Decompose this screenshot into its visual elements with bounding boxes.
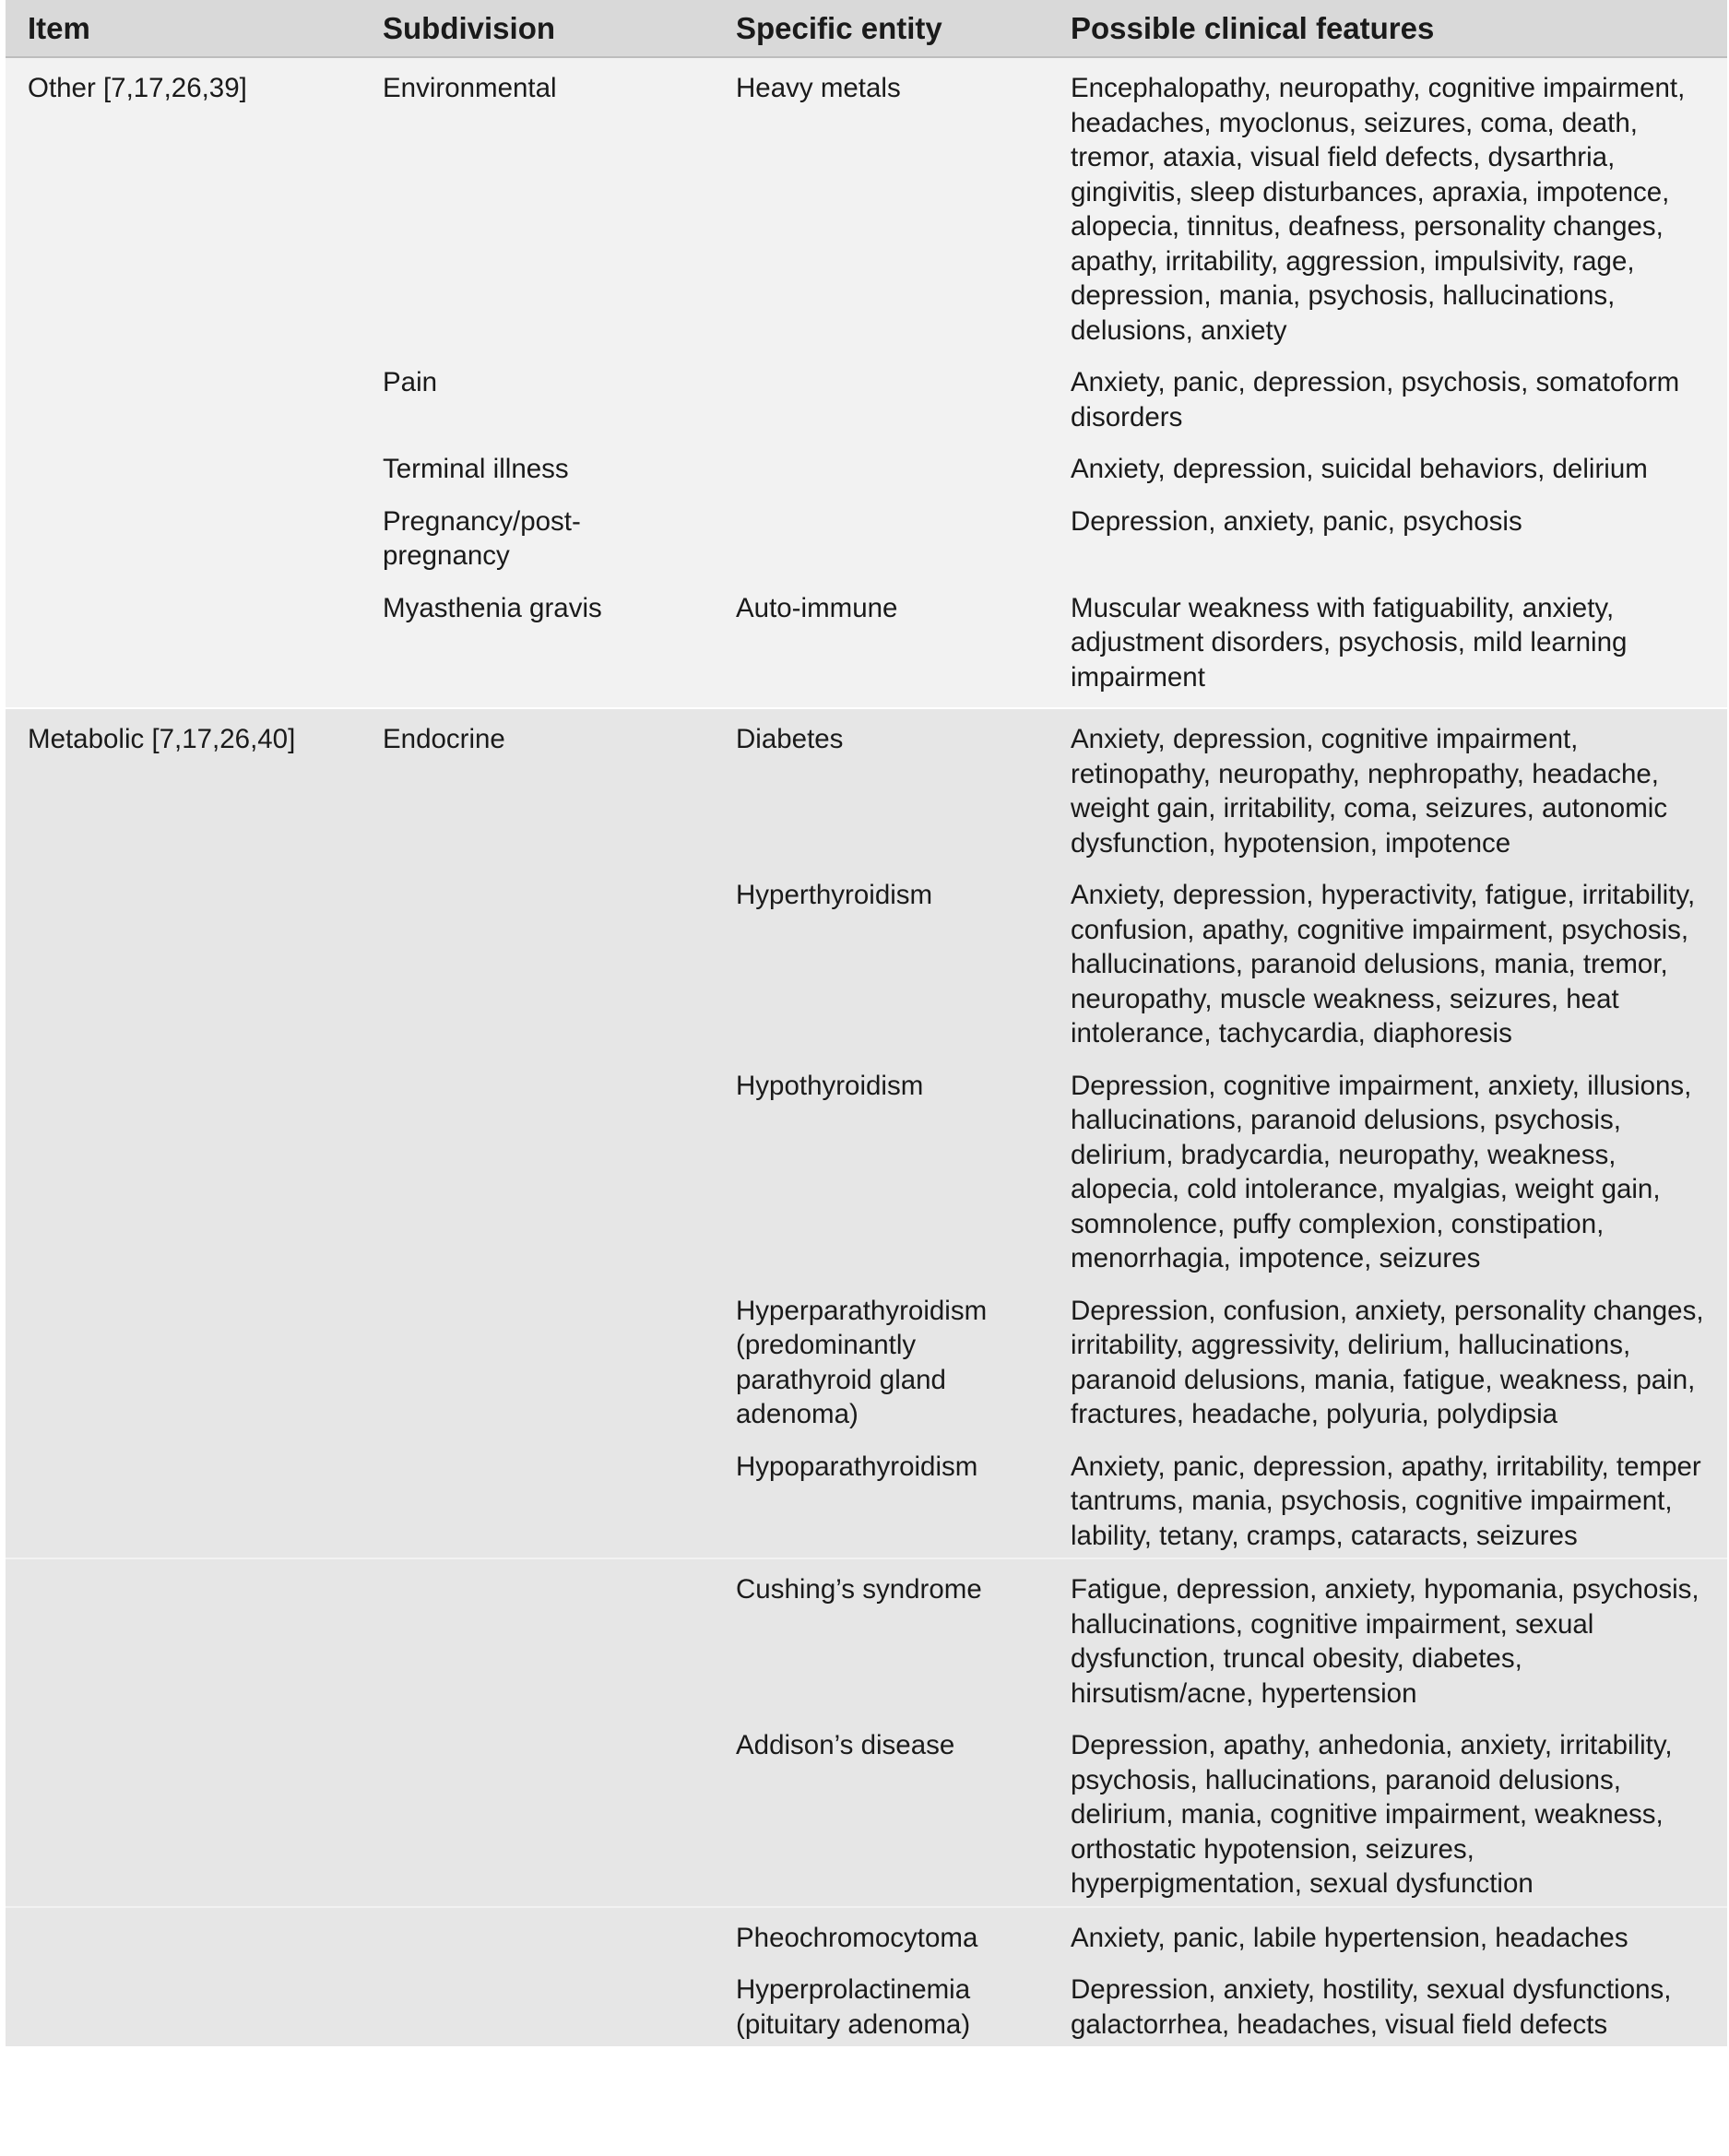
features-cell: Anxiety, panic, labile hypertension, headaches <box>1047 1907 1727 1961</box>
item-cell <box>6 352 359 439</box>
subdivision-cell <box>359 1907 712 1961</box>
item-cell <box>6 1056 359 1281</box>
clinical-features-table-page <box>6 0 1727 2152</box>
subdivision-cell <box>359 1715 712 1907</box>
item-cell <box>6 1437 359 1559</box>
subdivision-cell: Pregnancy/post-pregnancy <box>359 492 712 578</box>
table-row <box>6 1907 1727 1961</box>
features-cell: Anxiety, depression, suicidal behaviors, delirium <box>1047 439 1727 492</box>
header-clinical-features: Possible clinical features <box>1047 0 1727 57</box>
group-other <box>6 57 1727 708</box>
header-specific-entity: Specific entity <box>712 0 1047 57</box>
subdivision-cell: Myasthenia gravis <box>359 578 712 709</box>
clinical-features-table <box>6 0 1727 2046</box>
subdivision-cell: Environmental <box>359 57 712 352</box>
item-cell <box>6 1715 359 1907</box>
features-cell: Depression, anxiety, hostility, sexual dysfunctions, galactorrhea, headaches, visual field defects <box>1047 1960 1727 2046</box>
table-row <box>6 1715 1727 1907</box>
entity-cell: Addison’s disease <box>712 1715 1047 1907</box>
item-cell: Metabolic [7,17,26,40] <box>6 708 359 865</box>
item-cell <box>6 578 359 709</box>
subdivision-cell: Pain <box>359 352 712 439</box>
subdivision-cell <box>359 1281 712 1437</box>
subdivision-cell <box>359 1558 712 1715</box>
subdivision-cell: Endocrine <box>359 708 712 865</box>
entity-cell: Pheochromocytoma <box>712 1907 1047 1961</box>
table-row <box>6 865 1727 1056</box>
table-row <box>6 492 1727 578</box>
entity-cell: Cushing’s syndrome <box>712 1558 1047 1715</box>
item-cell <box>6 492 359 578</box>
table-row <box>6 1437 1727 1559</box>
table-row <box>6 57 1727 352</box>
item-cell <box>6 1960 359 2046</box>
entity-cell: Auto-immune <box>712 578 1047 709</box>
table-row <box>6 352 1727 439</box>
entity-cell: Hyperprolactinemia (pituitary adenoma) <box>712 1960 1047 2046</box>
entity-cell: Hypoparathyroidism <box>712 1437 1047 1559</box>
table-row <box>6 1056 1727 1281</box>
table-row <box>6 1281 1727 1437</box>
table-row <box>6 1960 1727 2046</box>
table-row <box>6 708 1727 865</box>
entity-cell <box>712 352 1047 439</box>
features-cell: Muscular weakness with fatiguability, anxiety, adjustment disorders, psychosis, mild learning impairment <box>1047 578 1727 709</box>
subdivision-cell <box>359 1437 712 1559</box>
item-cell <box>6 439 359 492</box>
item-cell <box>6 1907 359 1961</box>
entity-cell: Hyperthyroidism <box>712 865 1047 1056</box>
item-cell <box>6 865 359 1056</box>
header-subdivision: Subdivision <box>359 0 712 57</box>
table-row <box>6 439 1727 492</box>
features-cell: Fatigue, depression, anxiety, hypomania, psychosis, hallucinations, cognitive impairment, sexual dysfunction, truncal obesity, diabetes, hirsutism/acne, hypertension <box>1047 1558 1727 1715</box>
table-row <box>6 578 1727 709</box>
item-cell <box>6 1558 359 1715</box>
features-cell: Depression, anxiety, panic, psychosis <box>1047 492 1727 578</box>
entity-cell: Heavy metals <box>712 57 1047 352</box>
group-metabolic <box>6 708 1727 2046</box>
features-cell: Encephalopathy, neuropathy, cognitive impairment, headaches, myoclonus, seizures, coma, death, tremor, ataxia, visual field defects, dysarthria, gingivitis, sleep disturbances, apraxia, impotence, alopecia, tinnitus, deafness, personality changes, apathy, irritability, aggression, impulsivity, rage, depression, mania, psychosis, hallucinations, delusions, anxiety <box>1047 57 1727 352</box>
header-item: Item <box>6 0 359 57</box>
subdivision-cell <box>359 865 712 1056</box>
features-cell: Depression, apathy, anhedonia, anxiety, irritability, psychosis, hallucinations, paranoid delusions, delirium, mania, cognitive impairment, weakness, orthostatic hypotension, seizures, hyperpigmentation, sexual dysfunction <box>1047 1715 1727 1907</box>
item-cell <box>6 1281 359 1437</box>
features-cell: Depression, confusion, anxiety, personality changes, irritability, aggressivity, delirium, hallucinations, paranoid delusions, mania, fatigue, weakness, pain, fractures, headache, polyuria, polydipsia <box>1047 1281 1727 1437</box>
entity-cell: Diabetes <box>712 708 1047 865</box>
entity-cell: Hypothyroidism <box>712 1056 1047 1281</box>
header-row <box>6 0 1727 57</box>
subdivision-cell: Terminal illness <box>359 439 712 492</box>
entity-cell <box>712 439 1047 492</box>
subdivision-cell <box>359 1960 712 2046</box>
features-cell: Anxiety, depression, cognitive impairment, retinopathy, neuropathy, nephropathy, headache, weight gain, irritability, coma, seizures, autonomic dysfunction, hypotension, impotence <box>1047 708 1727 865</box>
subdivision-cell <box>359 1056 712 1281</box>
features-cell: Anxiety, panic, depression, psychosis, somatoform disorders <box>1047 352 1727 439</box>
item-cell: Other [7,17,26,39] <box>6 57 359 352</box>
features-cell: Depression, cognitive impairment, anxiety, illusions, hallucinations, paranoid delusions, psychosis, delirium, bradycardia, neuropathy, weakness, alopecia, cold intolerance, myalgias, weight gain, somnolence, puffy complexion, constipation, menorrhagia, impotence, seizures <box>1047 1056 1727 1281</box>
entity-cell <box>712 492 1047 578</box>
entity-cell: Hyperparathyroidism (predominantly parathyroid gland adenoma) <box>712 1281 1047 1437</box>
features-cell: Anxiety, panic, depression, apathy, irritability, temper tantrums, mania, psychosis, cognitive impairment, lability, tetany, cramps, cataracts, seizures <box>1047 1437 1727 1559</box>
table-header <box>6 0 1727 57</box>
features-cell: Anxiety, depression, hyperactivity, fatigue, irritability, confusion, apathy, cognitive impairment, psychosis, hallucinations, paranoid delusions, mania, tremor, neuropathy, muscle weakness, seizures, heat intolerance, tachycardia, diaphoresis <box>1047 865 1727 1056</box>
table-row <box>6 1558 1727 1715</box>
